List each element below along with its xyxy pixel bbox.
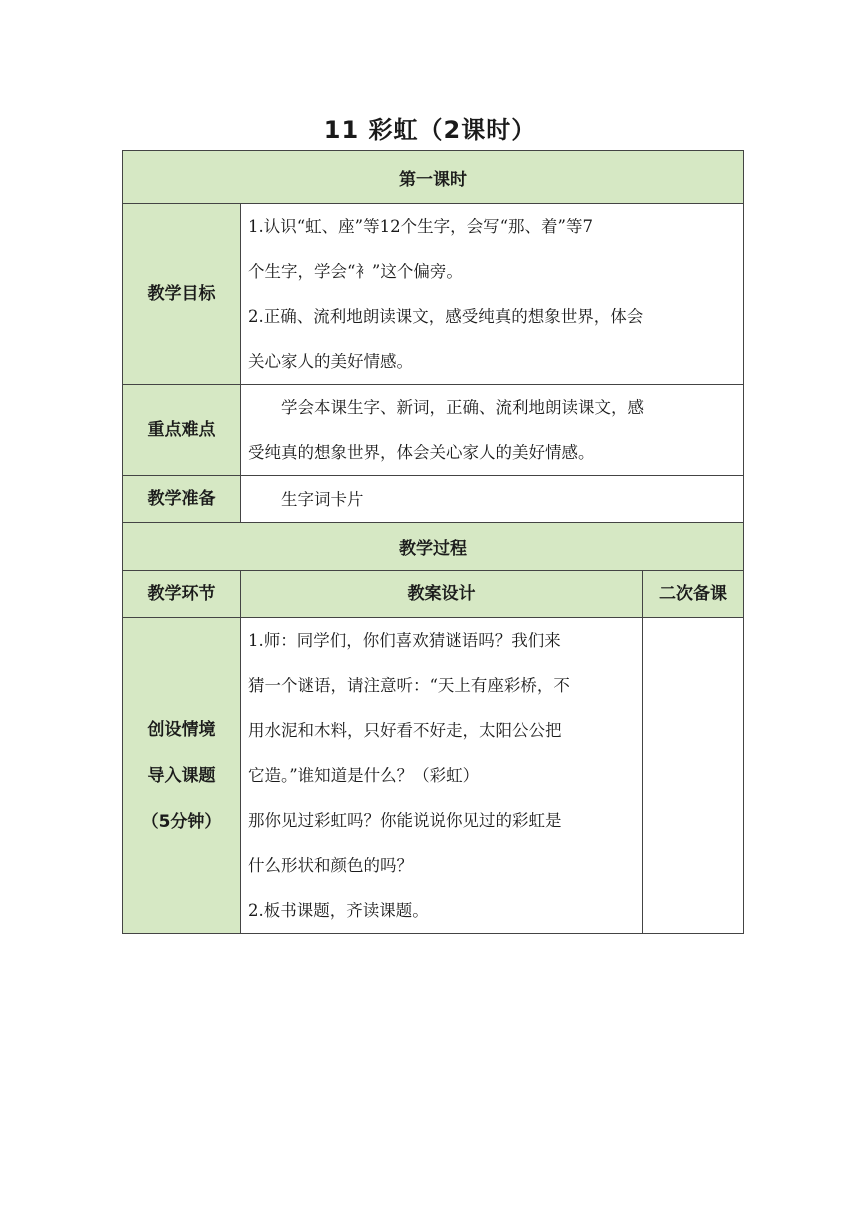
stage-design-line: 它造。”谁知道是什么？（彩虹） <box>248 766 480 785</box>
stage-design-line: 用水泥和木料，只好看不好走，太阳公公把 <box>248 721 562 740</box>
column-header-stage: 教学环节 <box>123 571 241 618</box>
lesson-plan-table <box>122 150 744 934</box>
preparation-content <box>241 476 744 523</box>
stage-label-line: （5分钟） <box>141 811 222 832</box>
objectives-line: 2.正确、流利地朗读课文，感受纯真的想象世界，体会 <box>248 307 644 326</box>
column-header-row <box>123 571 744 618</box>
section-header-row <box>123 151 744 204</box>
key-points-label: 重点难点 <box>123 385 241 476</box>
objectives-line: 关心家人的美好情感。 <box>248 352 413 371</box>
objectives-content <box>241 204 744 385</box>
process-header-row <box>123 523 744 571</box>
stage-row <box>123 618 744 934</box>
preparation-label: 教学准备 <box>123 476 241 523</box>
key-points-row <box>123 385 744 476</box>
section-header: 第一课时 <box>123 151 744 204</box>
objectives-label: 教学目标 <box>123 204 241 385</box>
stage-label-line: 创设情境 <box>147 719 216 740</box>
stage-design-line: 那你见过彩虹吗？你能说说你见过的彩虹是 <box>248 811 562 830</box>
preparation-row <box>123 476 744 523</box>
process-header: 教学过程 <box>123 523 744 571</box>
stage-design-line: 1.师：同学们，你们喜欢猜谜语吗？我们来 <box>248 631 561 650</box>
key-points-line: 学会本课生字、新词，正确、流利地朗读课文，感 <box>281 398 644 417</box>
stage-design-line: 2.板书课题，齐读课题。 <box>248 901 429 920</box>
stage-design-line: 什么形状和颜色的吗？ <box>248 856 413 875</box>
objectives-line: 个生字，学会“衤”这个偏旁。 <box>248 262 463 281</box>
page-title: 11 彩虹（2课时） <box>323 116 537 144</box>
objectives-row <box>123 204 744 385</box>
column-header-design: 教案设计 <box>241 571 643 618</box>
stage-second-prep-cell <box>643 618 744 934</box>
column-header-second: 二次备课 <box>643 571 744 618</box>
objectives-line: 1.认识“虹、座”等12个生字，会写“那、着”等7 <box>248 217 593 236</box>
stage-design-line: 猜一个谜语，请注意听：“天上有座彩桥，不 <box>248 676 570 695</box>
stage-design-content <box>241 618 643 934</box>
stage-label <box>123 618 241 934</box>
preparation-text: 生字词卡片 <box>281 489 364 509</box>
stage-label-line: 导入课题 <box>147 765 216 786</box>
key-points-line: 受纯真的想象世界，体会关心家人的美好情感。 <box>248 443 595 462</box>
key-points-content <box>241 385 744 476</box>
